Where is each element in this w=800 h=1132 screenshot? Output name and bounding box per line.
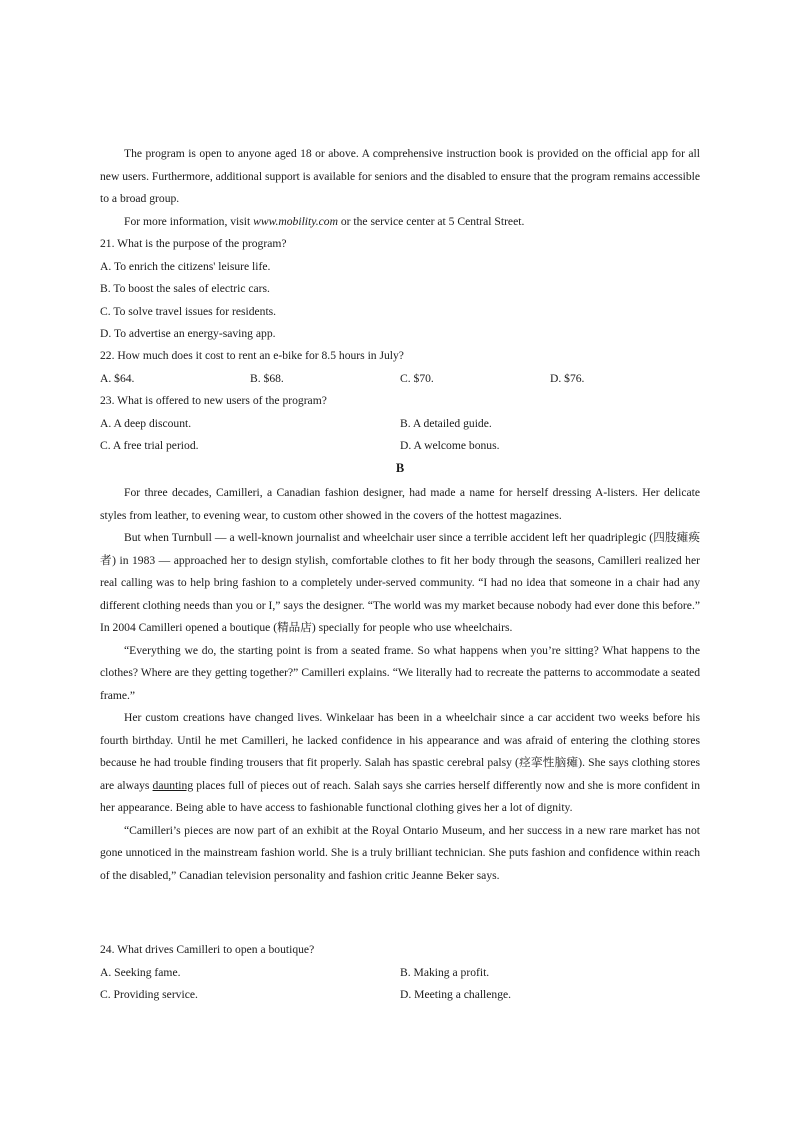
option-d: D. $76.	[550, 371, 585, 385]
passage-a-paragraph-2	[100, 211, 700, 234]
option-a: A. To enrich the citizens' leisure life.	[100, 259, 271, 273]
option-d: D. To advertise an energy-saving app.	[100, 327, 276, 340]
info-suffix: or the service center at 5 Central Street.	[337, 214, 525, 228]
question-24	[100, 939, 700, 1007]
passage-b-paragraph-5: “Camilleri’s pieces are now part of an exhibit at the Royal Ontario Museum, and her success in a new rare market has not gone unnoticed in the mainstream fashion world. She is a truly brilliant technician. She puts fashion and confidence within reach of the disabled,” Canadian television personality and fashion critic Jeanne Beker says.	[100, 823, 700, 882]
option-c: C. To solve travel issues for residents.	[100, 304, 277, 318]
option-c: C. A free trial period.	[100, 439, 199, 452]
passage-a-ending	[100, 143, 700, 233]
option-d: D. Meeting a challenge.	[400, 988, 512, 1001]
section-b-header	[100, 457, 700, 480]
question-stem: 22. How much does it cost to rent an e-bike for 8.5 hours in July?	[100, 349, 404, 362]
passage-b-paragraph-2: But when Turnbull — a well-known journalist and wheelchair user since a terrible accident left her quadriplegic (四肢瘫痪者) in 1983 — approached her to design stylish, comfortable clothes to fit her body through the seasons, Camilleri realized her real calling was to help bring fashion to a completely under-served community. “I had no idea that someone in a chair had any different clothing needs than you or I,” says the designer. “The world was my market because nobody had ever done this before.” In 2004 Camilleri opened a boutique (精品店) specially for people who use wheelchairs.	[100, 531, 700, 634]
passage-b-paragraph-3: “Everything we do, the starting point is from a seated frame. So what happens when you’re sitting? What happens to the clothes? Where are they getting together?” Camilleri explains. “We literally had to recreate the patterns to accommodate a seated frame.”	[100, 643, 700, 702]
option-b: B. $68.	[250, 371, 284, 385]
website-link[interactable]: www.mobility.com	[253, 214, 338, 228]
question-22	[100, 345, 700, 390]
option-a: A. Seeking fame.	[100, 965, 181, 979]
options-row	[100, 368, 700, 391]
option-c: C. Providing service.	[100, 988, 198, 1001]
para4-before: Her custom creations have changed lives. Winkelaar has been in a wheelchair since a car accident two weeks before his fourth birthday. Until he met Camilleri, he lacked confidence in his appearance and was afraid of entering the clothing stores because he had trouble finding trousers that fit properly. Salah has spastic cerebral palsy (痉挛性脑瘫). She says clothing stores are always	[100, 711, 700, 792]
para4-after: places full of pieces out of reach. Salah says she carries herself differently now and she is more confident in her appearance. Being able to have access to fashionable functional clothing gives her a lot of dignity.	[100, 778, 700, 814]
question-stem: 23. What is offered to new users of the program?	[100, 394, 327, 407]
options-row-2	[100, 435, 700, 458]
passage-b-paragraph-1: For three decades, Camilleri, a Canadian fashion designer, had made a name for herself dressing A-listers. Her delicate styles from leather, to evening wear, to custom other showed in the covers of the hottest magazines.	[100, 486, 700, 522]
question-stem: 24. What drives Camilleri to open a boutique?	[100, 943, 315, 956]
section-b-title: B	[395, 461, 405, 475]
option-c: C. $70.	[400, 371, 434, 385]
option-a: A. $64.	[100, 371, 135, 385]
info-prefix: For more information, visit	[124, 214, 254, 228]
passage-a-paragraph-1: The program is open to anyone aged 18 or above. A comprehensive instruction book is provided on the official app for all new users. Furthermore, additional support is available for seniors and the disabled to ensure that the program remains accessible to a broad group.	[100, 147, 700, 205]
passage-b	[100, 482, 700, 887]
option-b: B. To boost the sales of electric cars.	[100, 282, 270, 295]
options-row-2	[100, 984, 700, 1007]
question-stem: 21. What is the purpose of the program?	[100, 237, 287, 250]
passage-b-paragraph-4	[100, 707, 700, 820]
question-23	[100, 390, 700, 458]
option-b: B. Making a profit.	[400, 965, 490, 979]
underlined-word: daunting	[152, 778, 194, 792]
option-b: B. A detailed guide.	[400, 416, 492, 430]
option-d: D. A welcome bonus.	[400, 439, 500, 452]
options-row-1	[100, 413, 700, 436]
question-21	[100, 233, 700, 346]
options-row-1	[100, 962, 700, 985]
option-a: A. A deep discount.	[100, 416, 192, 430]
